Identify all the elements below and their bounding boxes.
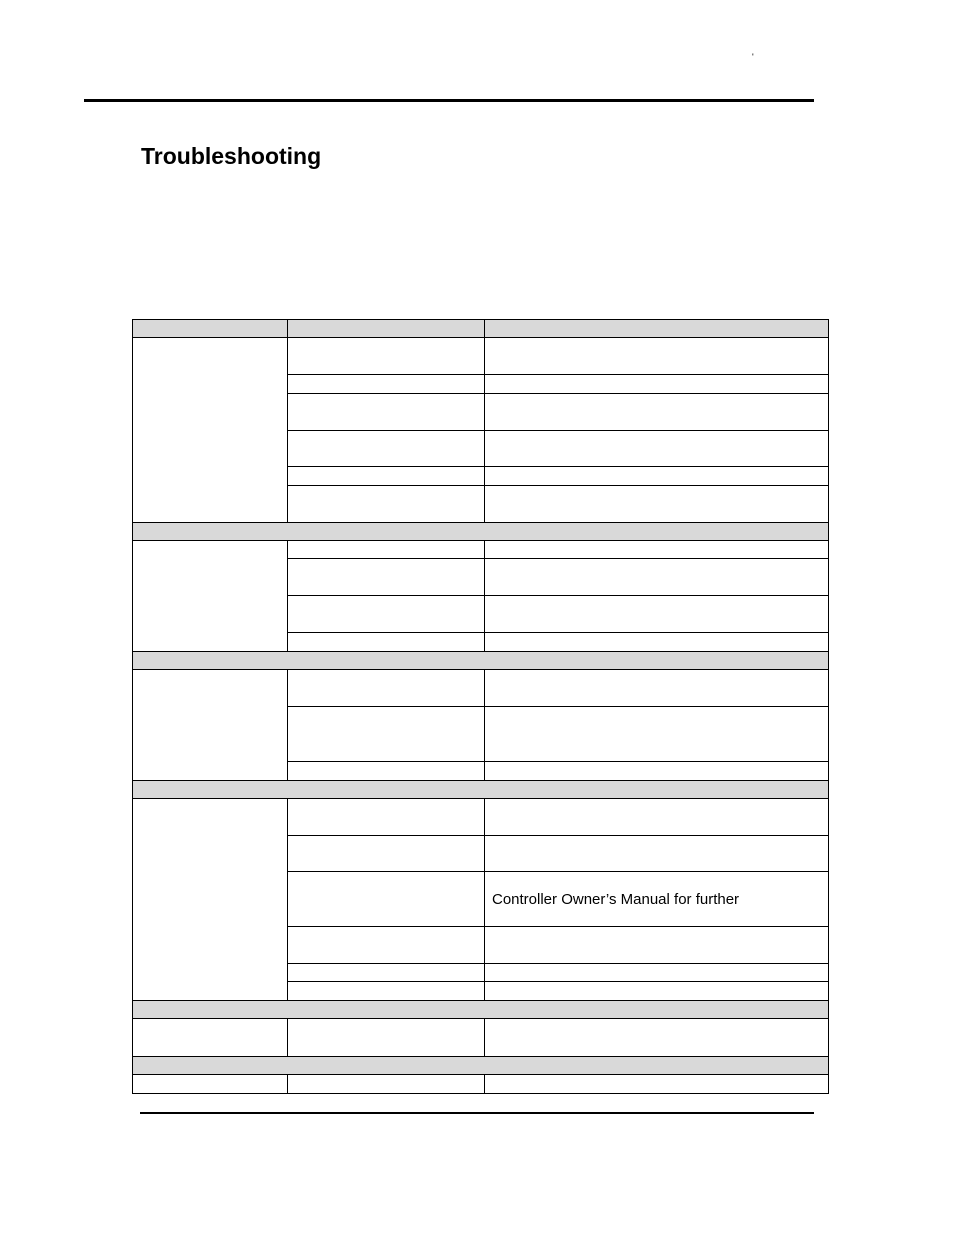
column-divider (287, 319, 288, 337)
row-divider (132, 780, 829, 781)
table-header-row (132, 319, 829, 337)
column-divider (287, 1018, 288, 1056)
sub-row-divider (287, 963, 829, 964)
row-divider (132, 1018, 829, 1019)
table-border-left (132, 319, 133, 1094)
row-divider (132, 522, 829, 523)
section-row (132, 522, 829, 540)
sub-row-divider (287, 430, 829, 431)
troubleshooting-table (132, 319, 829, 1094)
table-border-bottom (132, 1093, 829, 1094)
row-divider (132, 1056, 829, 1057)
column-divider (484, 1018, 485, 1056)
sub-row-divider (287, 981, 829, 982)
sub-row-divider (287, 595, 829, 596)
row-divider (132, 1000, 829, 1001)
sub-row-divider (287, 393, 829, 394)
section-row (132, 1056, 829, 1074)
row-divider (132, 540, 829, 541)
sub-row-divider (287, 374, 829, 375)
table-border-top (132, 319, 829, 320)
page-title: Troubleshooting (141, 143, 322, 169)
footer-rule (140, 1112, 814, 1114)
section-row (132, 651, 829, 669)
sub-row-divider (287, 926, 829, 927)
row-divider (132, 1074, 829, 1075)
column-divider (484, 669, 485, 780)
sub-row-divider (287, 761, 829, 762)
row-divider (132, 669, 829, 670)
column-divider (287, 798, 288, 1000)
column-divider (484, 319, 485, 337)
row-divider (132, 651, 829, 652)
sub-row-divider (287, 485, 829, 486)
header-mark: ' (752, 52, 754, 62)
table-cell-text: Controller Owner’s Manual for further (492, 891, 740, 908)
sub-row-divider (287, 632, 829, 633)
column-divider (287, 1074, 288, 1094)
sub-row-divider (287, 706, 829, 707)
section-row (132, 780, 829, 798)
column-divider (484, 1074, 485, 1094)
column-divider (287, 669, 288, 780)
sub-row-divider (287, 835, 829, 836)
sub-row-divider (287, 871, 829, 872)
sub-row-divider (287, 558, 829, 559)
section-row (132, 1000, 829, 1018)
sub-row-divider (287, 466, 829, 467)
column-divider (484, 798, 485, 1000)
row-divider (132, 337, 829, 338)
row-divider (132, 798, 829, 799)
header-rule (84, 99, 814, 102)
